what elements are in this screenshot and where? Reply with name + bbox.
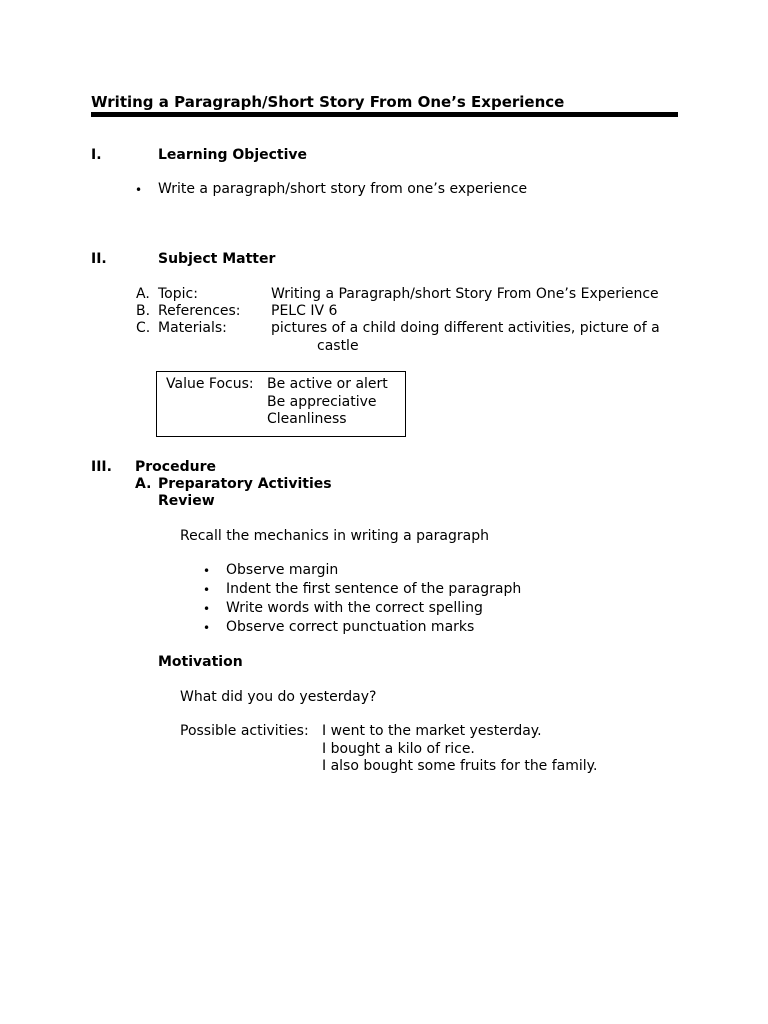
section-3-heading: Procedure (135, 459, 216, 475)
review-heading: Review (158, 493, 215, 509)
section-2-numeral: II. (91, 251, 107, 267)
materials-key: Materials: (158, 320, 227, 336)
activity-answer: I went to the market yesterday. (322, 723, 542, 739)
title-underline (91, 112, 678, 117)
bullet-icon: • (203, 621, 211, 635)
review-bullet-item: Indent the first sentence of the paragraph (226, 581, 522, 597)
materials-letter: C. (136, 320, 151, 336)
possible-activities-label: Possible activities: (180, 723, 309, 739)
references-letter: B. (136, 303, 151, 319)
review-bullet-item: Observe correct punctuation marks (226, 619, 475, 635)
section-2-heading: Subject Matter (158, 251, 276, 267)
objective-item: Write a paragraph/short story from one’s experience (158, 181, 528, 197)
topic-key: Topic: (158, 286, 198, 302)
section-1-numeral: I. (91, 147, 102, 163)
value-focus-item: Be appreciative (267, 394, 377, 410)
materials-value-continued: castle (317, 338, 359, 354)
value-focus-label: Value Focus: (166, 376, 254, 392)
bullet-icon: • (203, 602, 211, 616)
bullet-icon: • (135, 183, 143, 197)
motivation-question: What did you do yesterday? (180, 689, 377, 705)
subsection-letter: A. (135, 476, 152, 492)
subsection-heading: Preparatory Activities (158, 476, 332, 492)
section-1-heading: Learning Objective (158, 147, 308, 163)
review-bullet-item: Observe margin (226, 562, 339, 578)
bullet-icon: • (203, 583, 211, 597)
materials-value: pictures of a child doing different activities, picture of a (271, 320, 660, 336)
activity-answer: I also bought some fruits for the family. (322, 758, 598, 774)
motivation-heading: Motivation (158, 654, 243, 670)
topic-value: Writing a Paragraph/short Story From One’s Experience (271, 286, 659, 302)
activity-answer: I bought a kilo of rice. (322, 741, 475, 757)
references-value: PELC IV 6 (271, 303, 338, 319)
value-focus-item: Cleanliness (267, 411, 347, 427)
value-focus-item: Be active or alert (267, 376, 388, 392)
document-title: Writing a Paragraph/Short Story From One’s Experience (91, 93, 565, 111)
references-key: References: (158, 303, 241, 319)
section-3-numeral: III. (91, 459, 112, 475)
review-intro: Recall the mechanics in writing a paragraph (180, 528, 489, 544)
bullet-icon: • (203, 564, 211, 578)
review-bullet-item: Write words with the correct spelling (226, 600, 483, 616)
topic-letter: A. (136, 286, 150, 302)
